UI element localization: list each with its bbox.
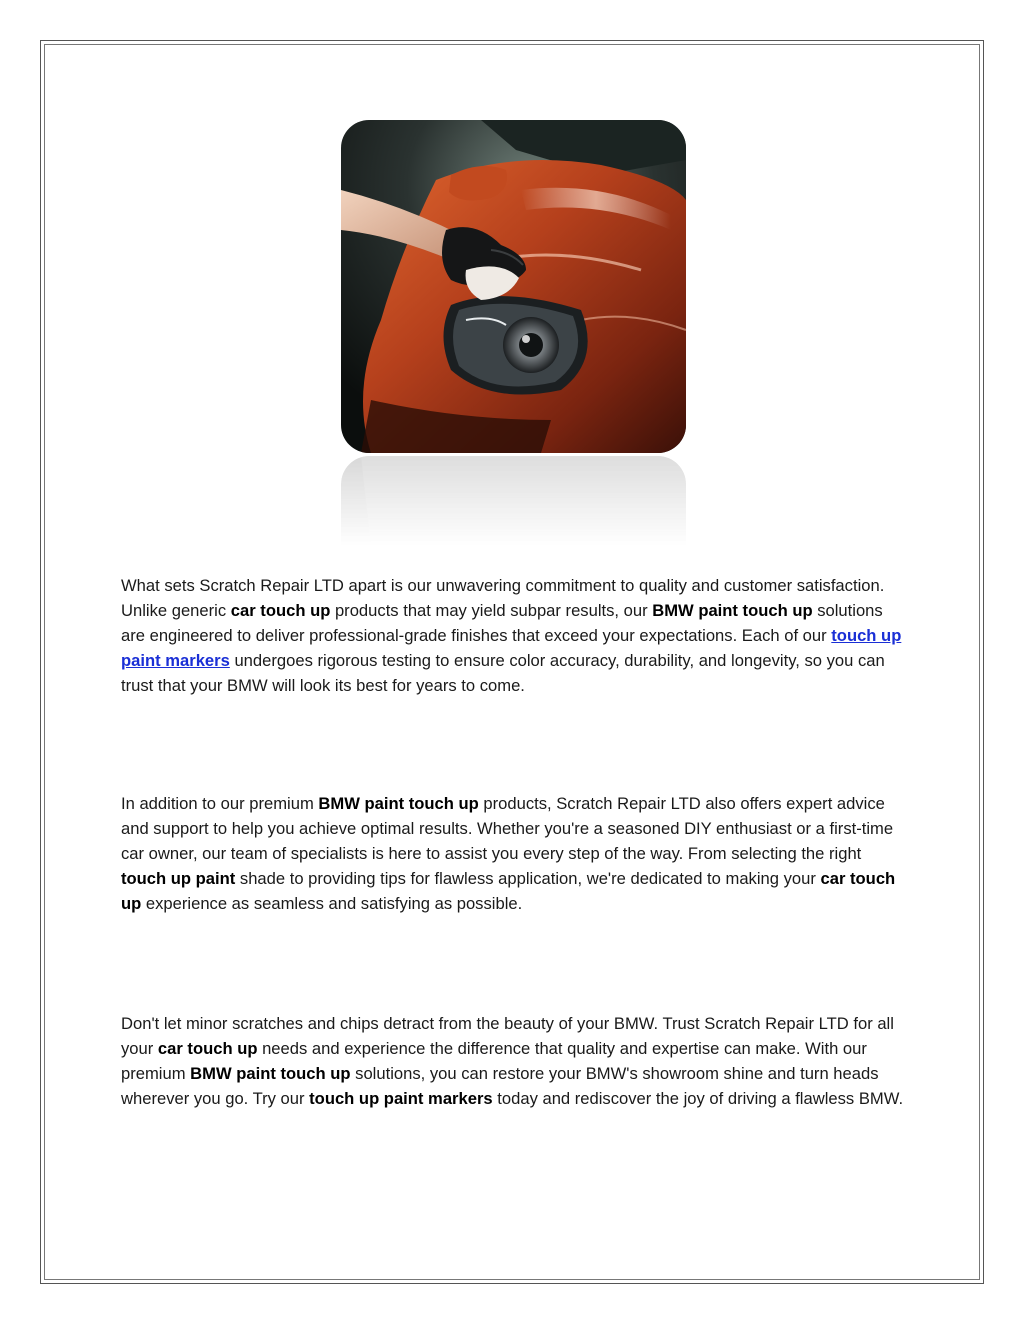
photo-reflection <box>341 456 686 546</box>
hero-photo-group <box>341 120 686 545</box>
paragraph-quality-commitment <box>121 573 911 698</box>
body-text: today and rediscover the joy of driving a flawless BMW. <box>492 1089 904 1108</box>
body-text: Don't let minor scratches and chips detract from the beauty of your BMW. Trust Scratch Repair LTD for all your <box>121 1014 894 1058</box>
bold-keyword: touch up paint markers <box>309 1089 493 1108</box>
paragraph-call-to-action <box>121 1011 911 1111</box>
bold-keyword: car touch up <box>230 601 331 620</box>
body-text: products, Scratch Repair LTD also offers expert advice and support to help you achieve optimal results. Whether you're a seasoned DIY enthusiast or a first-time car owner, our team of specialists is here to assist you every step of the way. From selecting the right <box>121 794 894 863</box>
body-text: undergoes rigorous testing to ensure color accuracy, durability, and longevity, so you can trust that your BMW will look its best for years to come. <box>121 651 885 695</box>
bold-keyword: BMW paint touch up <box>190 1064 351 1083</box>
paragraph-expert-advice <box>121 791 911 916</box>
body-text: shade to providing tips for flawless application, we're dedicated to making your <box>235 869 821 888</box>
body-text: In addition to our premium <box>121 794 319 813</box>
bold-keyword: BMW paint touch up <box>652 601 813 620</box>
body-text: experience as seamless and satisfying as possible. <box>141 894 523 913</box>
car-polishing-photo <box>341 120 686 453</box>
bold-keyword: touch up paint <box>121 869 236 888</box>
body-text: What sets Scratch Repair LTD apart is our unwavering commitment to quality and customer satisfaction. Unlike generic <box>121 576 885 620</box>
touch-up-paint-markers-link[interactable]: touch up paint markers <box>121 626 902 670</box>
body-text: solutions, you can restore your BMW's showroom shine and turn heads wherever you go. Try our <box>121 1064 879 1108</box>
body-text: solutions are engineered to deliver professional-grade finishes that exceed your expectations. Each of our <box>121 601 883 645</box>
bold-keyword: car touch up <box>121 869 896 913</box>
bold-keyword: car touch up <box>157 1039 258 1058</box>
body-text: products that may yield subpar results, our <box>330 601 653 620</box>
body-text: needs and experience the difference that quality and expertise can make. With our premium <box>121 1039 867 1083</box>
bold-keyword: BMW paint touch up <box>318 794 479 813</box>
